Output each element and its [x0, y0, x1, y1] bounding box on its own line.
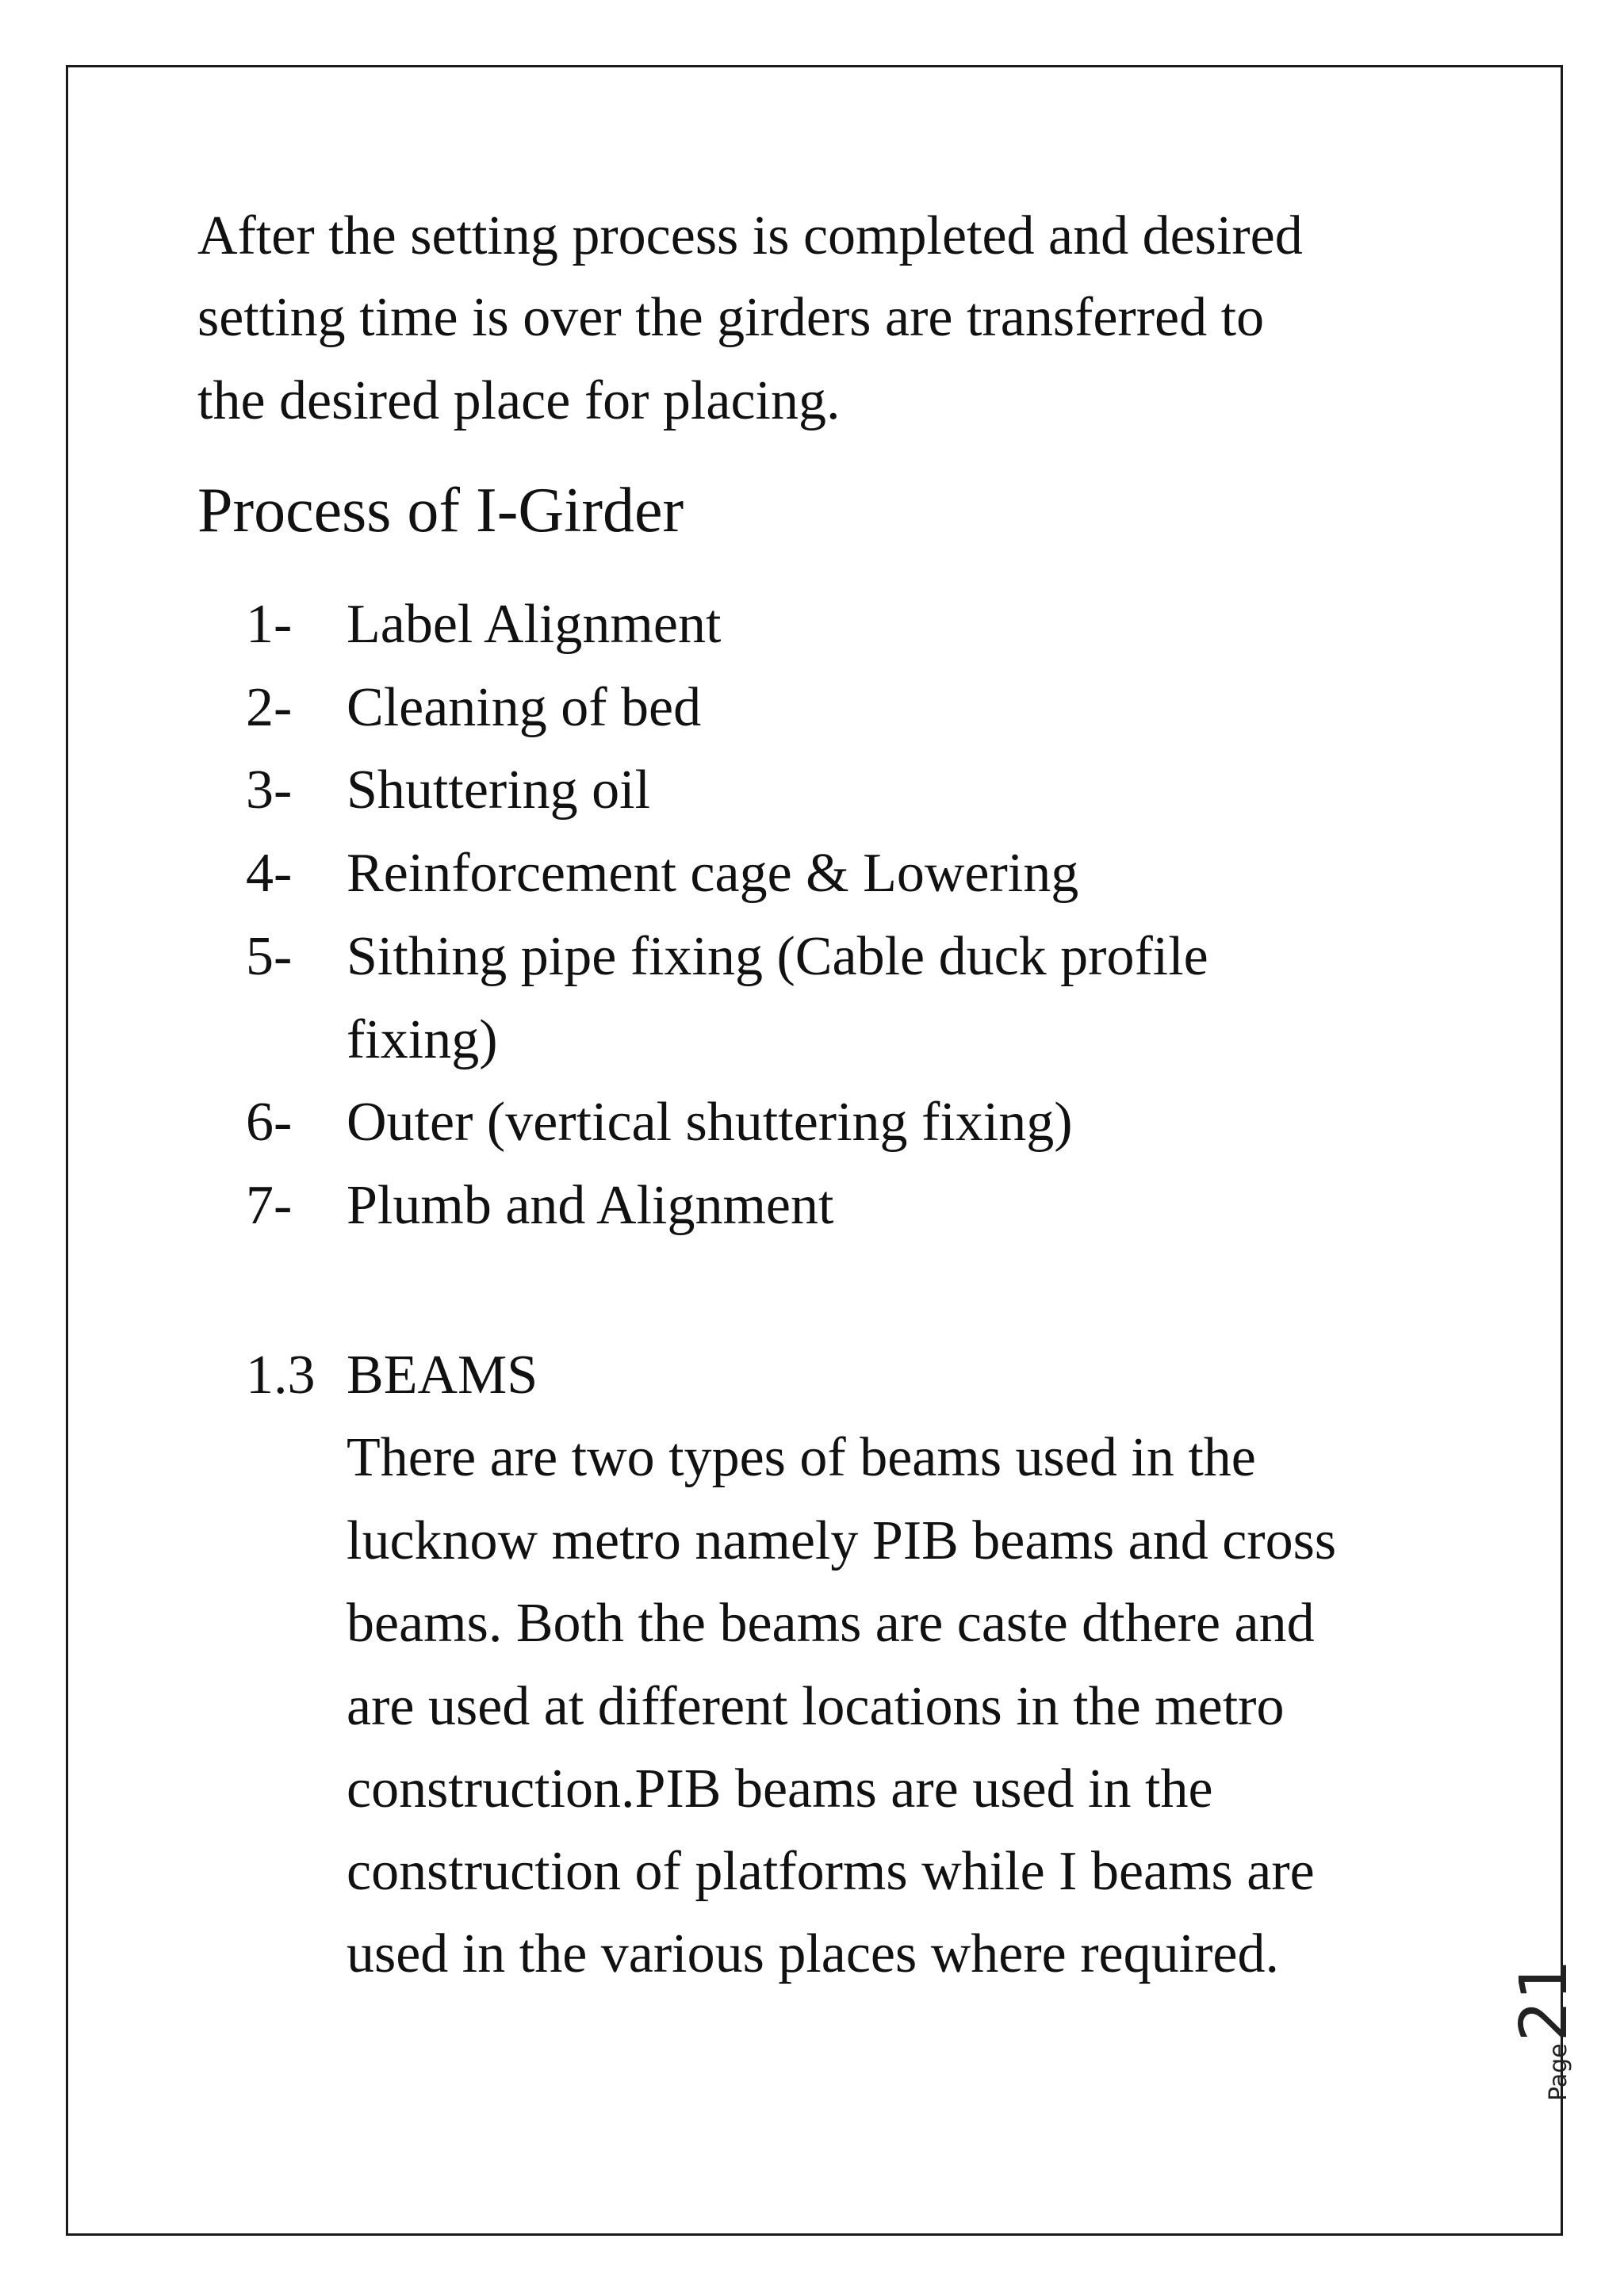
page-number: 21 — [1507, 1959, 1582, 2042]
list-item-number: 2- — [246, 677, 293, 738]
intro-line: the desired place for placing. — [197, 370, 841, 431]
list-item-text: Reinforcement cage & Lowering — [347, 843, 1079, 904]
list-item-text: Cleaning of bed — [347, 677, 702, 738]
paragraph-line: used in the various places where required. — [347, 1923, 1279, 1984]
paragraph-line: There are two types of beams used in the — [347, 1427, 1256, 1488]
intro-line: setting time is over the girders are transferred to — [197, 287, 1265, 348]
paragraph-line: construction of platforms while I beams are — [347, 1841, 1315, 1902]
list-item-text: Outer (vertical shuttering fixing) — [347, 1092, 1073, 1153]
section-heading: Process of I-Girder — [197, 476, 684, 545]
list-item-number: 4- — [246, 843, 293, 904]
paragraph-line: are used at different locations in the metro — [347, 1676, 1285, 1737]
paragraph-line: beams. Both the beams are caste dthere and — [347, 1593, 1315, 1654]
section-number: 1.3 — [246, 1345, 316, 1406]
list-item-number: 6- — [246, 1092, 293, 1153]
list-item-text: fixing) — [347, 1009, 498, 1070]
list-item-number: 7- — [246, 1175, 293, 1236]
list-item-number: 3- — [246, 760, 293, 821]
list-item-text: Shuttering oil — [347, 760, 651, 821]
list-item-number: 1- — [246, 594, 293, 655]
list-item-text: Plumb and Alignment — [347, 1175, 834, 1236]
paragraph-line: construction.PIB beams are used in the — [347, 1758, 1213, 1820]
list-item-number: 5- — [246, 926, 293, 987]
list-item-text: Sithing pipe fixing (Cable duck profile — [347, 926, 1208, 987]
paragraph-line: lucknow metro namely PIB beams and cross — [347, 1510, 1337, 1571]
list-item-text: Label Alignment — [347, 594, 722, 655]
page-label: Page — [1545, 2043, 1572, 2101]
intro-line: After the setting process is completed and desired — [197, 205, 1303, 266]
section-title: BEAMS — [347, 1345, 538, 1406]
